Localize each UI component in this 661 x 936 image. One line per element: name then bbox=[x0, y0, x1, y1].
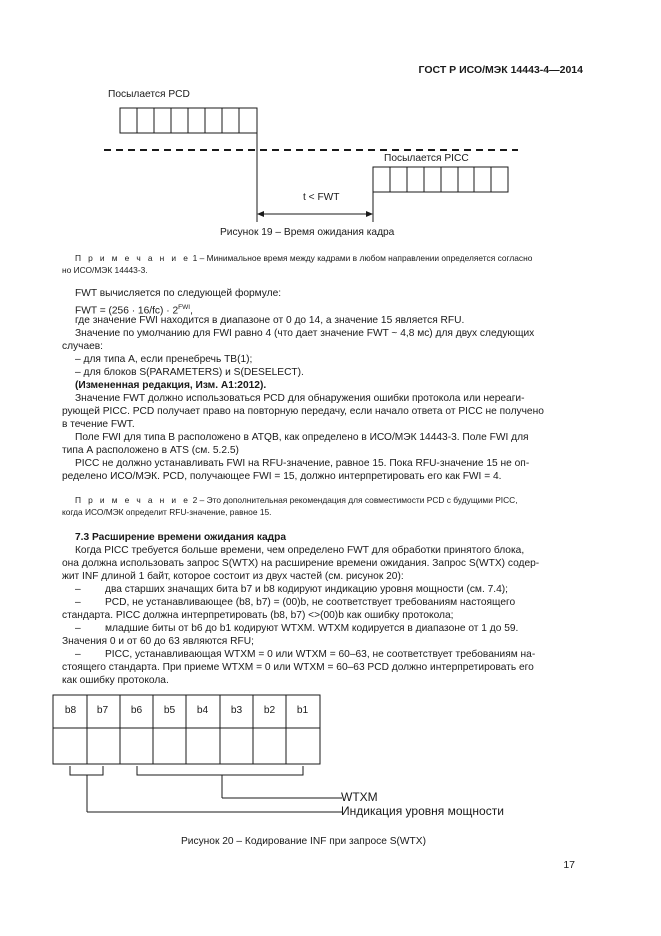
formula-main: FWT = (256 · 16/fc) · 2 bbox=[75, 305, 179, 317]
note-1-prefix: П р и м е ч а н и е bbox=[75, 253, 191, 263]
note-1 bbox=[75, 253, 532, 265]
section-7-3-heading: 7.3 Расширение времени ожидания кадра bbox=[75, 532, 287, 543]
fwi-range: где значение FWI находится в диапазоне от 0 до 14, а значение 15 является RFU. bbox=[75, 315, 465, 326]
figure-20-caption: Рисунок 20 – Кодирование INF при запросе S(WTX) bbox=[181, 836, 426, 847]
para-fwt-2: рующей PICC. PCD получает право на повторную передачу, если начало ответа от PICC не получено bbox=[62, 406, 544, 417]
list-item-picc-text: PICC, устанавливающая WTXM = 0 или WTXM = 60–63, не соответствует требованиям на- bbox=[105, 649, 536, 660]
note-1-line-1: 1 – Минимальное время между кадрами в любом направлении определяется согласно bbox=[190, 253, 533, 263]
document-header: ГОСТ Р ИСО/МЭК 14443-4—2014 bbox=[418, 64, 583, 76]
para-fwi-1: Поле FWI для типа В расположено в ATQB, как определено в ИСО/МЭК 14443-3. Поле FWI для bbox=[75, 432, 529, 443]
list-dash: – bbox=[75, 584, 81, 595]
section-line-2: она должна использовать запрос S(WTX) на расширение времени ожидания. Запрос S(WTX) содер- bbox=[62, 558, 540, 569]
pcd-label: Посылается PCD bbox=[108, 89, 190, 100]
list-item-pcd-text: PCD, не устанавливающее (b8, b7) = (00)b, не соответствует требованиям настоящего bbox=[105, 597, 516, 608]
bit-label-b4: b4 bbox=[196, 705, 209, 716]
list-item-power bbox=[75, 584, 508, 597]
section-line-1: Когда PICC требуется больше времени, чем определено FWT для обработки принятого блока, bbox=[75, 545, 525, 556]
bit-label-b7: b7 bbox=[96, 705, 109, 716]
list-item-pcd bbox=[75, 597, 515, 610]
bit-label-b1: b1 bbox=[296, 705, 309, 716]
fwt-label: t < FWT bbox=[303, 192, 340, 203]
para-fwt-3: в течение FWT. bbox=[62, 419, 135, 430]
bit-label-b3: b3 bbox=[230, 705, 243, 716]
default-line-1: Значение по умолчанию для FWI равно 4 (что дает значение FWT ~ 4,8 мс) для двух следующих bbox=[75, 328, 535, 339]
list-item-wtxm-cont: Значения 0 и от 60 до 63 являются RFU; bbox=[62, 636, 254, 647]
list-item-wtxm bbox=[75, 623, 518, 636]
page-number: 17 bbox=[563, 859, 575, 871]
amendment-note: (Измененная редакция, Изм. А1:2012). bbox=[75, 380, 267, 391]
power-level-label: Индикация уровня мощности bbox=[341, 804, 504, 818]
formula-end: , bbox=[190, 305, 193, 317]
list-dash: – bbox=[75, 649, 81, 660]
para-fwt-1: Значение FWT должно использоваться PCD для обнаружения ошибки протокола или нереаги- bbox=[75, 393, 525, 404]
list-dash: – bbox=[75, 623, 81, 634]
section-line-3: жит INF длиной 1 байт, которое состоит из двух частей (см. рисунок 20): bbox=[62, 571, 404, 582]
list-dash: – bbox=[75, 597, 81, 608]
list-item-picc-cont-1: стоящего стандарта. При приеме WTXM = 0 или WTXM = 60–63 PCD должно интерпретировать его bbox=[62, 662, 534, 673]
note-2-line-2: когда ИСО/МЭК определит RFU-значение, равное 15. bbox=[62, 507, 272, 517]
bit-label-b6: b6 bbox=[130, 705, 143, 716]
wtxm-label: WTXM bbox=[341, 790, 378, 804]
bit-label-b2: b2 bbox=[263, 705, 276, 716]
note-1-line-2: но ИСО/МЭК 14443-3. bbox=[62, 265, 148, 275]
list-item-picc bbox=[75, 649, 535, 662]
list-item-power-text: два старших значащих бита b7 и b8 кодируют индикацию уровня мощности (см. 7.4); bbox=[105, 584, 508, 595]
figure-19-caption: Рисунок 19 – Время ожидания кадра bbox=[220, 227, 395, 238]
bit-label-b8: b8 bbox=[64, 705, 77, 716]
list-item-picc-cont-2: как ошибку протокола. bbox=[62, 675, 169, 686]
para-fwi-2: типа А расположено в ATS (см. 5.2.5) bbox=[62, 445, 239, 456]
bit-label-b5: b5 bbox=[163, 705, 176, 716]
list-item-pcd-cont: стандарта. PICC должна интерпретировать (b8, b7) <>(00)b как ошибку протокола; bbox=[62, 610, 454, 621]
list-item-wtxm-text: младшие биты от b6 до b1 кодируют WTXM. WTXM кодируется в диапазоне от 1 до 59. bbox=[105, 623, 519, 634]
note-2-line-1: 2 – Это дополнительная рекомендация для совместимости PCD с будущими PICC, bbox=[190, 495, 518, 505]
note-2 bbox=[75, 495, 518, 507]
note-2-prefix: П р и м е ч а н и е bbox=[75, 495, 191, 505]
case-type-a: – для типа А, если пренебречь ТВ(1); bbox=[75, 354, 253, 365]
picc-label: Посылается PICC bbox=[384, 153, 469, 164]
para-rfu-1: PICC не должно устанавливать FWI на RFU-значение, равное 15. Пока RFU-значение 15 не оп- bbox=[75, 458, 530, 469]
default-line-2: случаев: bbox=[62, 341, 104, 352]
para-rfu-2: ределено ИСО/МЭК. PCD, получающее FWI = 15, должно интерпретировать его как FWI = 4. bbox=[62, 471, 502, 482]
case-s-blocks: – для блоков S(PARAMETERS) и S(DESELECT). bbox=[75, 367, 304, 378]
formula-exponent: FWI bbox=[178, 304, 191, 311]
fwt-intro: FWT вычисляется по следующей формуле: bbox=[75, 288, 282, 299]
